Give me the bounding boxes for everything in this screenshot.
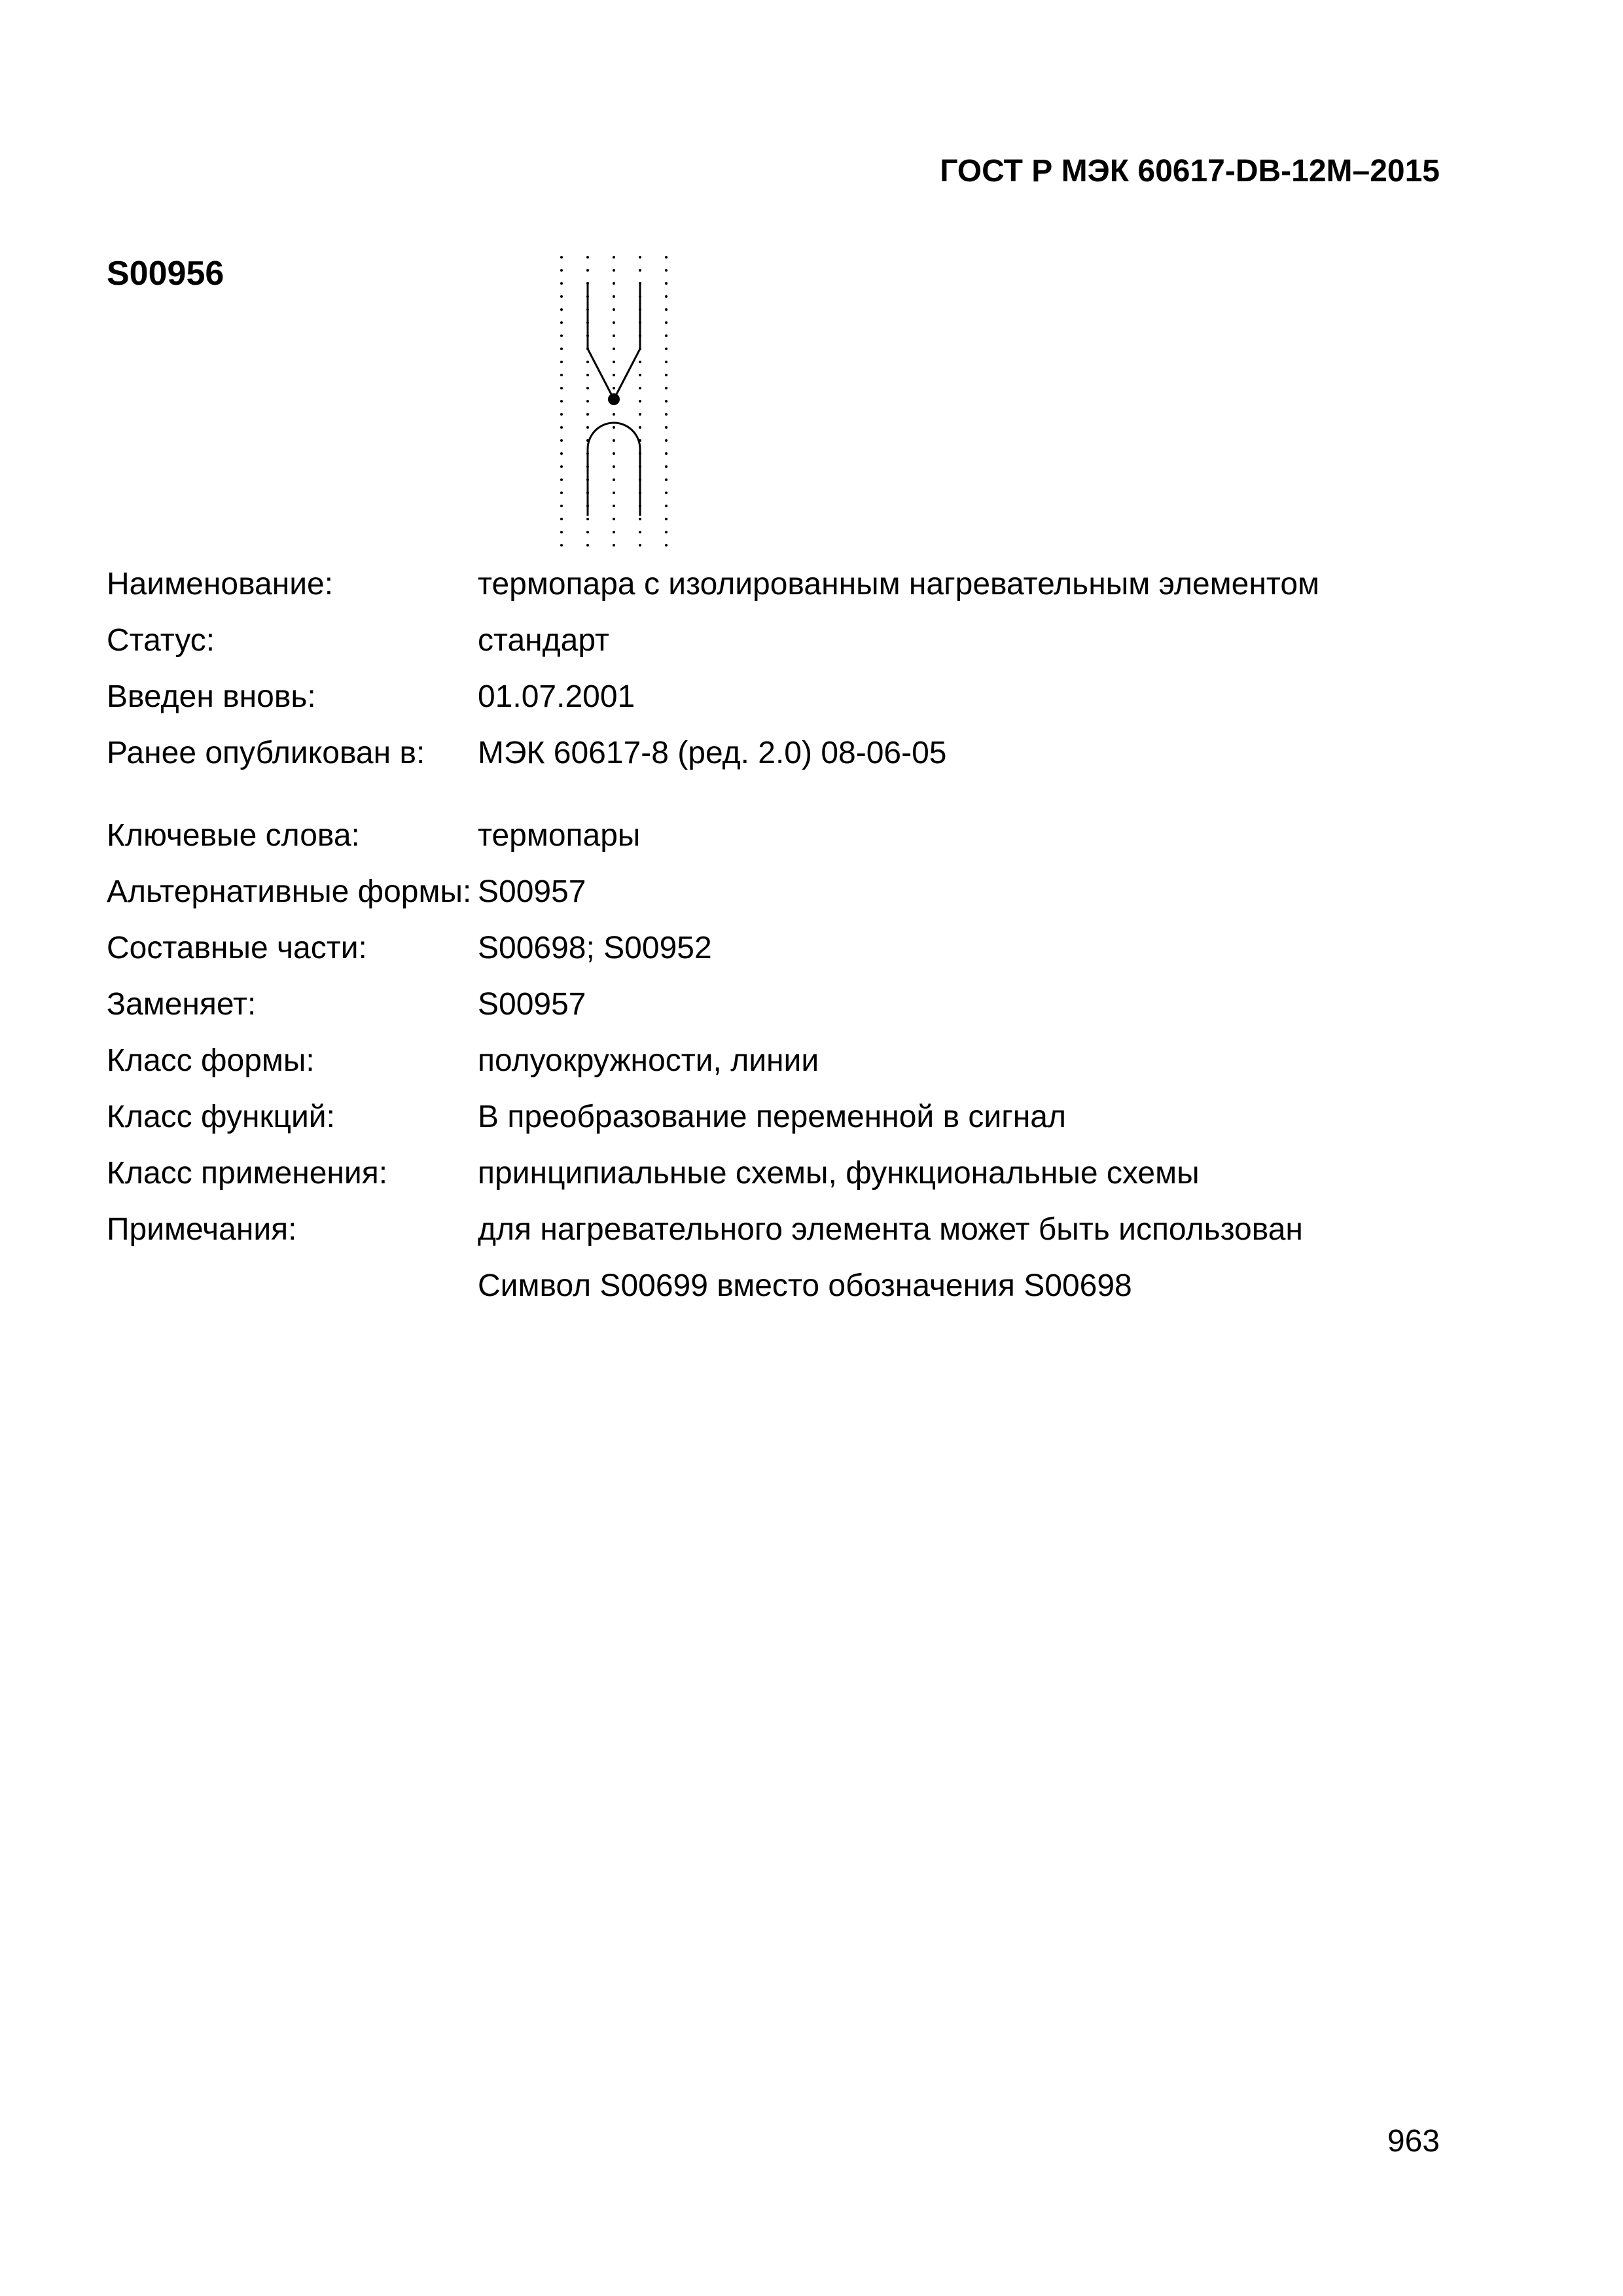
properties-table bbox=[107, 556, 1481, 1314]
property-row bbox=[107, 613, 1481, 669]
grid-dot bbox=[560, 295, 563, 298]
grid-dot bbox=[560, 465, 563, 468]
grid-dot bbox=[560, 544, 563, 547]
property-label: Ключевые слова: bbox=[107, 818, 360, 853]
grid-dot bbox=[613, 282, 615, 285]
grid-dot bbox=[665, 321, 668, 324]
grid-dot bbox=[665, 465, 668, 468]
grid-dot bbox=[586, 426, 589, 429]
property-label: Составные части: bbox=[107, 931, 367, 965]
grid-dot bbox=[560, 256, 563, 259]
grid-dot bbox=[639, 544, 641, 547]
grid-dot bbox=[639, 531, 641, 533]
property-label: Класс применения: bbox=[107, 1156, 388, 1191]
grid-dot bbox=[586, 400, 589, 403]
grid-dot bbox=[665, 478, 668, 481]
property-row bbox=[107, 669, 1481, 725]
property-row bbox=[107, 920, 1481, 977]
property-label: Примечания: bbox=[107, 1212, 297, 1247]
property-row bbox=[107, 808, 1481, 864]
property-value: стандарт bbox=[478, 623, 609, 658]
grid-dot bbox=[613, 387, 615, 389]
property-value: полуокружности, линии bbox=[478, 1043, 819, 1078]
property-row bbox=[107, 1089, 1481, 1145]
grid-dot bbox=[639, 256, 641, 259]
grid-dot bbox=[639, 374, 641, 376]
grid-dot bbox=[665, 505, 668, 507]
grid-dot bbox=[586, 518, 589, 520]
property-value: для нагревательного элемента может быть использован Символ S00699 вместо обозначения S00698 bbox=[478, 1212, 1303, 1303]
grid-dot bbox=[613, 413, 615, 416]
grid-dot bbox=[586, 374, 589, 376]
grid-dot bbox=[560, 269, 563, 272]
property-label: Заменяет: bbox=[107, 987, 257, 1022]
grid-dot bbox=[613, 269, 615, 272]
property-row bbox=[107, 864, 1481, 920]
property-value: B преобразование переменной в сигнал bbox=[478, 1100, 1066, 1134]
grid-dot bbox=[665, 269, 668, 272]
grid-dot bbox=[560, 374, 563, 376]
grid-dot bbox=[613, 439, 615, 442]
grid-dot bbox=[665, 295, 668, 298]
grid-dot bbox=[613, 348, 615, 350]
grid-dot bbox=[560, 348, 563, 350]
grid-dot bbox=[639, 518, 641, 520]
grid-dot bbox=[613, 465, 615, 468]
grid-dot bbox=[665, 400, 668, 403]
grid-dot bbox=[665, 374, 668, 376]
grid-dot bbox=[560, 426, 563, 429]
property-label: Альтернативные формы: bbox=[107, 874, 472, 909]
property-value: термопара с изолированным нагревательным элементом bbox=[478, 567, 1320, 601]
grid-dot bbox=[613, 361, 615, 363]
grid-dot bbox=[560, 518, 563, 520]
grid-dot bbox=[665, 361, 668, 363]
properties-gap bbox=[107, 781, 1481, 808]
grid-dot bbox=[560, 478, 563, 481]
symbol-code: S00956 bbox=[107, 255, 224, 293]
grid-dot bbox=[639, 387, 641, 389]
grid-dot bbox=[613, 478, 615, 481]
grid-dot bbox=[586, 413, 589, 416]
grid-dot bbox=[665, 426, 668, 429]
property-label: Введен вновь: bbox=[107, 679, 316, 714]
grid-dot bbox=[613, 308, 615, 311]
grid-dot bbox=[613, 256, 615, 259]
grid-dot bbox=[665, 348, 668, 350]
properties-extra-group bbox=[107, 808, 1481, 1314]
grid-dot bbox=[560, 492, 563, 494]
property-row bbox=[107, 1145, 1481, 1202]
page-number: 963 bbox=[1387, 2124, 1440, 2159]
grid-dot bbox=[560, 308, 563, 311]
grid-dot bbox=[613, 492, 615, 494]
grid-dot bbox=[613, 505, 615, 507]
grid-dot bbox=[665, 308, 668, 311]
grid-dot bbox=[560, 334, 563, 337]
grid-dot bbox=[560, 452, 563, 455]
grid-dot bbox=[665, 439, 668, 442]
grid-dot bbox=[665, 413, 668, 416]
property-row bbox=[107, 1202, 1481, 1314]
thermocouple-upper-element bbox=[588, 282, 640, 399]
grid-dot bbox=[586, 544, 589, 547]
property-label: Наименование: bbox=[107, 567, 334, 601]
property-label: Класс формы: bbox=[107, 1043, 315, 1078]
grid-dot bbox=[613, 544, 615, 547]
grid-dot bbox=[586, 531, 589, 533]
grid-dot bbox=[639, 361, 641, 363]
grid-dot bbox=[613, 374, 615, 376]
property-row bbox=[107, 725, 1481, 781]
grid-dot bbox=[560, 282, 563, 285]
grid-dot bbox=[665, 282, 668, 285]
grid-dot bbox=[560, 321, 563, 324]
properties-main-group bbox=[107, 556, 1481, 781]
grid-dot bbox=[639, 426, 641, 429]
grid-dot bbox=[665, 387, 668, 389]
grid-dot bbox=[586, 256, 589, 259]
property-value: 01.07.2001 bbox=[478, 679, 635, 714]
grid-dot bbox=[639, 413, 641, 416]
grid-dot bbox=[613, 426, 615, 429]
grid-dot bbox=[665, 452, 668, 455]
property-row bbox=[107, 977, 1481, 1033]
grid-dot bbox=[613, 518, 615, 520]
grid-dot bbox=[560, 387, 563, 389]
property-label: Ранее опубликован в: bbox=[107, 736, 425, 770]
grid-dot bbox=[639, 400, 641, 403]
grid-dot bbox=[665, 531, 668, 533]
grid-dot bbox=[613, 452, 615, 455]
property-label: Класс функций: bbox=[107, 1100, 335, 1134]
property-value: S00698; S00952 bbox=[478, 931, 712, 965]
grid-dot bbox=[586, 361, 589, 363]
thermocouple-insulated-heater-symbol-icon bbox=[543, 247, 687, 555]
property-row bbox=[107, 1033, 1481, 1089]
property-label: Статус: bbox=[107, 623, 215, 658]
grid-dot bbox=[665, 334, 668, 337]
grid-dot bbox=[560, 531, 563, 533]
grid-dot bbox=[586, 387, 589, 389]
grid-dot bbox=[613, 321, 615, 324]
grid-dot bbox=[586, 269, 589, 272]
grid-dot bbox=[639, 269, 641, 272]
grid-dot bbox=[613, 531, 615, 533]
grid-dot bbox=[560, 505, 563, 507]
property-value: принципиальные схемы, функциональные схемы bbox=[478, 1156, 1200, 1191]
property-value: S00957 bbox=[478, 874, 586, 909]
standard-code: ГОСТ Р МЭК 60617-DB-12M–2015 bbox=[940, 154, 1440, 188]
property-value: МЭК 60617-8 (ред. 2.0) 08-06-05 bbox=[478, 736, 947, 770]
property-row bbox=[107, 556, 1481, 613]
grid-dot bbox=[613, 334, 615, 337]
grid-dot bbox=[665, 492, 668, 494]
grid-dot bbox=[613, 295, 615, 298]
grid-dot bbox=[560, 439, 563, 442]
grid-dot bbox=[665, 256, 668, 259]
heater-element bbox=[588, 423, 640, 516]
property-value: термопары bbox=[478, 818, 641, 853]
grid-dot bbox=[560, 400, 563, 403]
grid-dot bbox=[665, 544, 668, 547]
grid-dot bbox=[560, 413, 563, 416]
grid-dot bbox=[560, 361, 563, 363]
thermocouple-junction bbox=[608, 393, 620, 405]
grid-dot bbox=[665, 518, 668, 520]
property-value: S00957 bbox=[478, 987, 586, 1022]
